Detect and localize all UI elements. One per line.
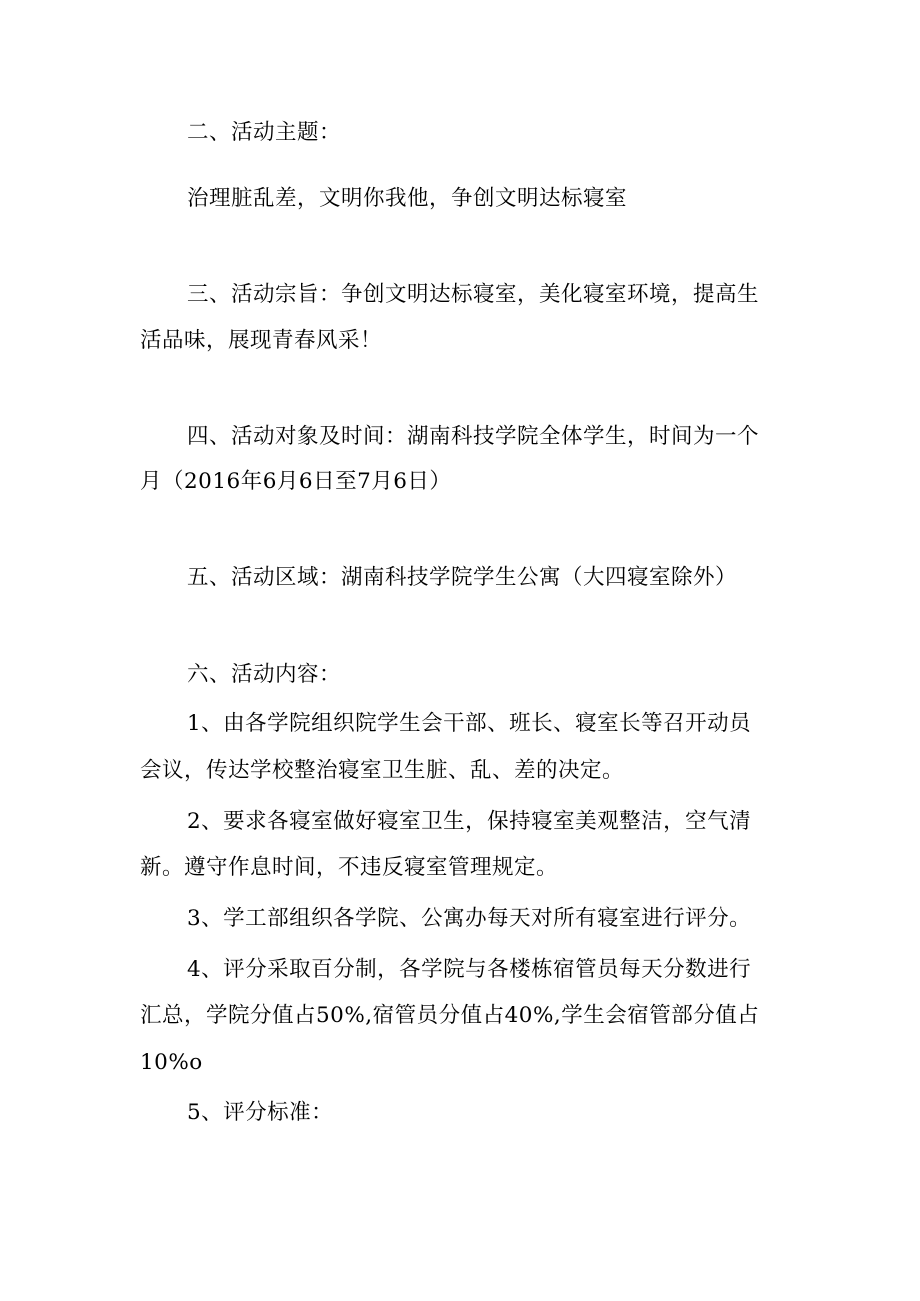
activity-target-line-1: 四、活动对象及时间：湖南科技学院全体学生，时间为一个 xyxy=(187,424,760,449)
activity-area: 五、活动区域：湖南科技学院学生公寓（大四寝室除外） xyxy=(187,565,738,590)
content-item-4-line-3: 10%o xyxy=(140,1050,203,1075)
content-item-2-line-1: 2、要求各寝室做好寝室卫生，保持寝室美观整洁，空气清 xyxy=(187,809,752,834)
content-item-1-line-1: 1、由各学院组织院学生会干部、班长、寝室长等召开动员 xyxy=(187,711,752,736)
content-item-5: 5、评分标准： xyxy=(187,1100,334,1125)
content-item-4-line-1: 4、评分采取百分制，各学院与各楼栋宿管员每天分数进行 xyxy=(187,957,752,982)
activity-theme-body: 治理脏乱差，文明你我他，争创文明达标寝室 xyxy=(187,186,628,211)
content-item-2-line-2: 新。遵守作息时间，不违反寝室管理规定。 xyxy=(140,855,559,880)
content-item-3: 3、学工部组织各学院、公寓办每天对所有寝室进行评分。 xyxy=(187,906,752,931)
activity-purpose-line-2: 活品味，展现青春风采！ xyxy=(140,328,383,353)
content-item-4-line-2: 汇总，学院分值占50%,宿管员分值占40%,学生会宿管部分值占 xyxy=(140,1003,760,1028)
content-item-1-line-2: 会议，传达学校整治寝室卫生脏、乱、差的决定。 xyxy=(140,758,625,783)
activity-purpose-line-1: 三、活动宗旨：争创文明达标寝室，美化寝室环境，提高生 xyxy=(187,282,760,307)
activity-content-heading: 六、活动内容： xyxy=(187,662,342,687)
activity-theme-heading: 二、活动主题： xyxy=(187,120,342,145)
activity-target-line-2: 月（2016年6月6日至7月6日） xyxy=(140,469,452,494)
